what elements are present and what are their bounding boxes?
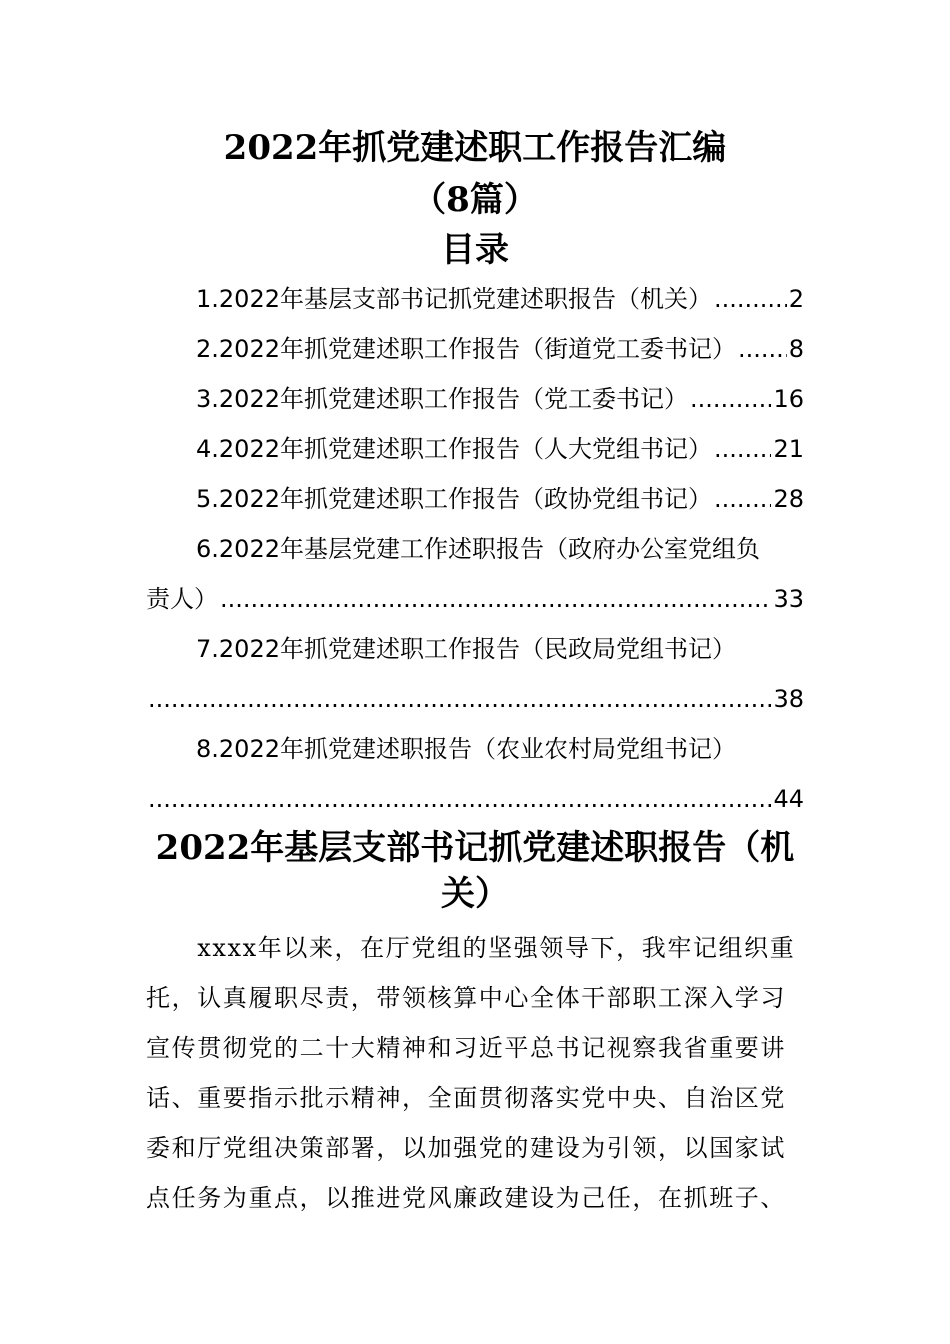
toc-heading: 目录 xyxy=(441,230,509,270)
toc-item-text: 1.2022年基层支部书记抓党建述职报告（机关） xyxy=(196,285,712,313)
document-title: 2022年抓党建述职工作报告汇编 xyxy=(223,128,727,168)
paragraph-line: 托，认真履职尽责，带领核算中心全体干部职工深入学习 xyxy=(146,984,786,1012)
toc-item-2[interactable] xyxy=(146,334,804,364)
toc-item-page: 44 xyxy=(773,785,804,813)
toc-leader-dots xyxy=(148,784,771,814)
toc-item-8[interactable] xyxy=(146,784,804,814)
toc-item-5[interactable] xyxy=(146,484,804,514)
toc-item-text: 5.2022年抓党建述职工作报告（政协党组书记） xyxy=(196,485,712,513)
paragraph-line: 宣传贯彻党的二十大精神和习近平总书记视察我省重要讲 xyxy=(146,1034,786,1062)
toc-item-8-line1[interactable]: 8.2022年抓党建述职报告（农业农村局党组书记） xyxy=(196,735,736,763)
toc-item-page: 28 xyxy=(773,485,804,513)
toc-leader-dots xyxy=(714,284,787,314)
toc-item-3[interactable] xyxy=(146,384,804,414)
toc-item-6-line1[interactable]: 6.2022年基层党建工作述职报告（政府办公室党组负 xyxy=(196,535,760,563)
section-title-continued: 关） xyxy=(441,874,509,914)
toc-item-text: 2.2022年抓党建述职工作报告（街道党工委书记） xyxy=(196,335,736,363)
toc-leader-dots xyxy=(148,684,771,714)
paragraph-line: 话、重要指示批示精神，全面贯彻落实党中央、自治区党 xyxy=(146,1084,786,1112)
toc-leader-dots xyxy=(690,384,771,414)
toc-item-text: 责人） xyxy=(146,585,218,613)
toc-leader-dots xyxy=(714,434,771,464)
toc-item-page: 38 xyxy=(773,685,804,713)
document-subtitle: （8篇） xyxy=(412,180,538,220)
toc-item-6[interactable] xyxy=(146,584,804,614)
toc-leader-dots xyxy=(714,484,771,514)
toc-item-page: 33 xyxy=(773,585,804,613)
toc-item-text: 3.2022年抓党建述职工作报告（党工委书记） xyxy=(196,385,688,413)
toc-leader-dots xyxy=(738,334,787,364)
toc-item-text: 4.2022年抓党建述职工作报告（人大党组书记） xyxy=(196,435,712,463)
paragraph-line: 点任务为重点，以推进党风廉政建设为己任，在抓班子、 xyxy=(146,1184,786,1212)
toc-item-1[interactable] xyxy=(146,284,804,314)
toc-item-page: 8 xyxy=(788,335,804,363)
toc-item-7-line1[interactable]: 7.2022年抓党建述职工作报告（民政局党组书记） xyxy=(196,635,736,663)
toc-item-7[interactable] xyxy=(146,684,804,714)
paragraph-line: xxxx年以来，在厅党组的坚强领导下，我牢记组织重 xyxy=(146,934,796,962)
toc-item-4[interactable] xyxy=(146,434,804,464)
toc-item-page: 16 xyxy=(773,385,804,413)
paragraph-line: 委和厅党组决策部署，以加强党的建设为引领，以国家试 xyxy=(146,1134,786,1162)
toc-item-page: 2 xyxy=(788,285,804,313)
toc-item-page: 21 xyxy=(773,435,804,463)
toc-leader-dots xyxy=(220,584,771,614)
section-title: 2022年基层支部书记抓党建述职报告（机 xyxy=(155,828,795,868)
